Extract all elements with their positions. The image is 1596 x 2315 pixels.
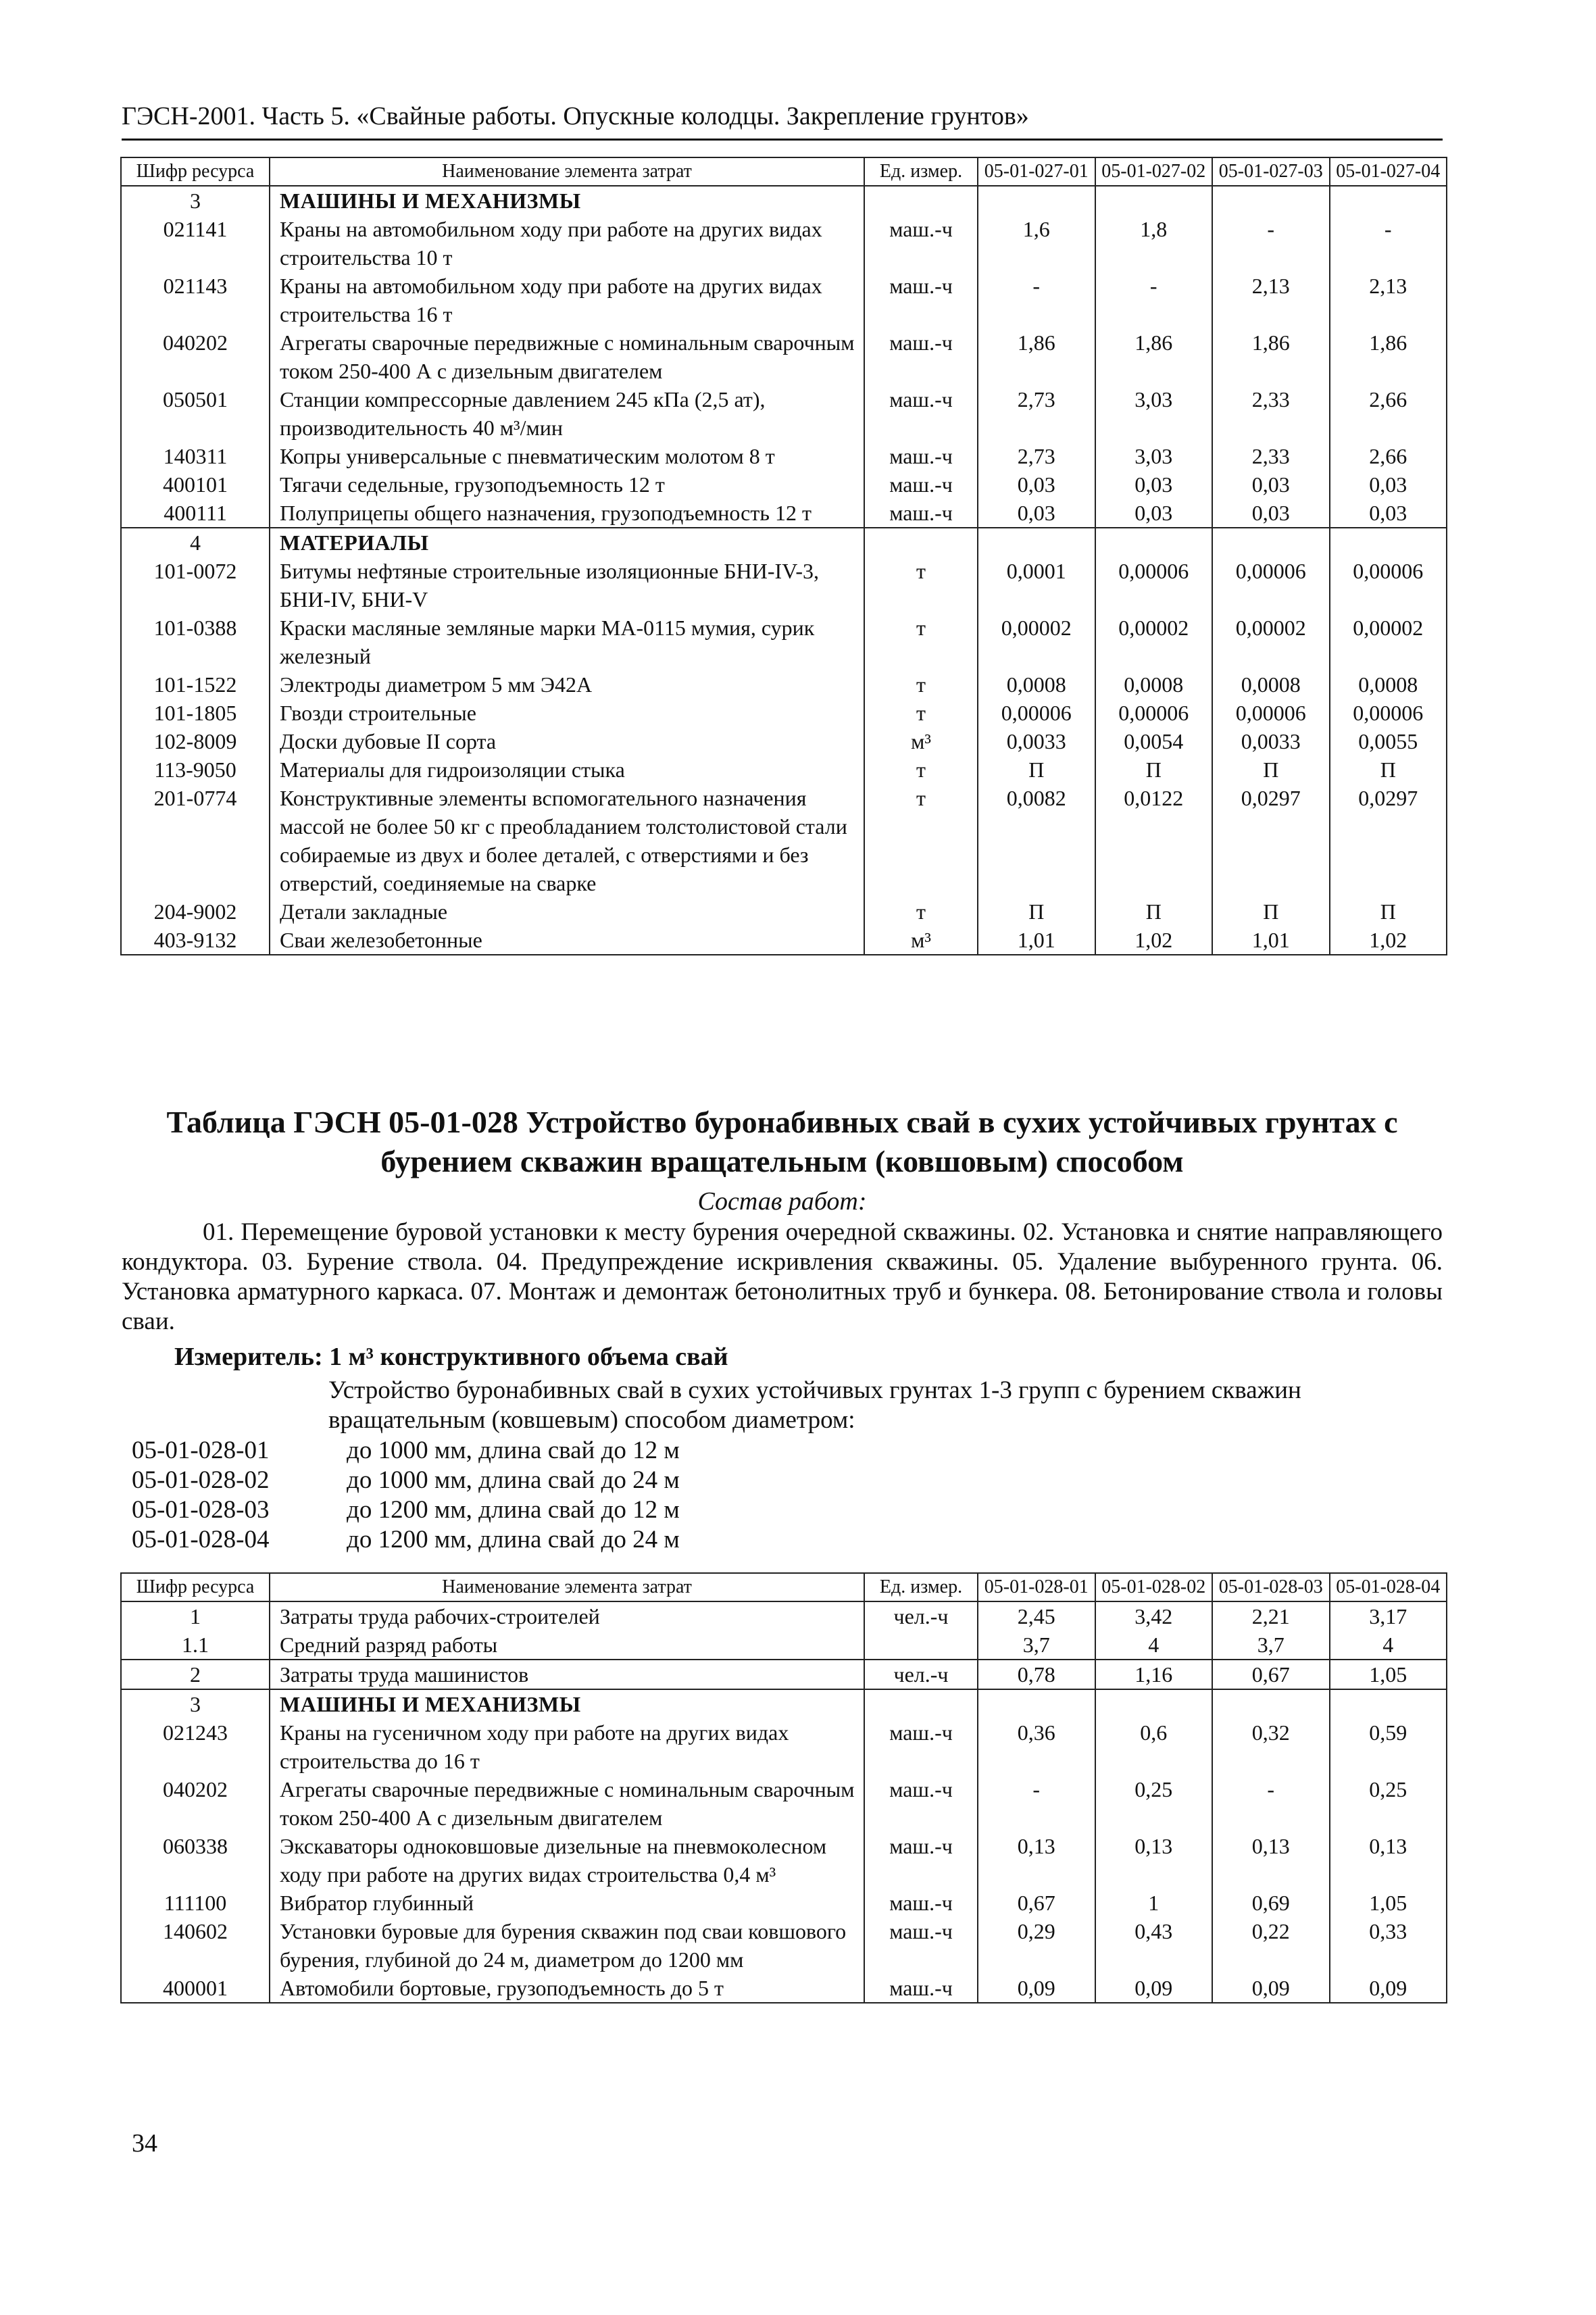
resource-value: 1 <box>1095 1889 1213 1917</box>
resource-value: 0,0033 <box>1212 727 1330 755</box>
resource-name: Краны на автомобильном ходу при работе на других видах строительства 10 т <box>270 215 864 272</box>
resource-value: 1,86 <box>978 328 1095 385</box>
section-number: 3 <box>121 186 270 215</box>
col-header-name: Наименование элемента затрат <box>270 1573 864 1601</box>
section-heading-row <box>121 186 1447 215</box>
section-heading-row <box>121 528 1447 557</box>
table-row <box>121 272 1447 328</box>
resource-unit <box>864 1631 978 1660</box>
table-header-row <box>121 157 1447 186</box>
resource-name: Битумы нефтяные строительные изоляционные БНИ-IV-3, БНИ-IV, БНИ-V <box>270 557 864 614</box>
table-row <box>121 1601 1447 1631</box>
resource-code: 1.1 <box>121 1631 270 1660</box>
resource-value: 0,13 <box>1095 1832 1213 1889</box>
resource-value: 0,43 <box>1095 1917 1213 1974</box>
resource-value: П <box>1212 755 1330 784</box>
resource-unit: маш.-ч <box>864 215 978 272</box>
resource-unit: маш.-ч <box>864 385 978 442</box>
table-row <box>121 1718 1447 1775</box>
resource-value: 0,0001 <box>978 557 1095 614</box>
table-row <box>121 1832 1447 1889</box>
resource-unit: маш.-ч <box>864 442 978 470</box>
resource-value: 1,01 <box>978 926 1095 955</box>
table-row <box>121 328 1447 385</box>
resource-code: 201-0774 <box>121 784 270 897</box>
table-row <box>121 1917 1447 1974</box>
resource-value: 0,09 <box>1212 1974 1330 2003</box>
col-header-variant: 05-01-027-03 <box>1212 157 1330 186</box>
section-title-line: Таблица ГЭСН 05-01-028 Устройство буронабивных свай в сухих устойчивых грунтах с <box>166 1105 1398 1139</box>
section-title-line: бурением скважин вращательным (ковшовым) способом <box>380 1144 1184 1178</box>
table-row <box>121 470 1447 499</box>
resource-code: 113-9050 <box>121 755 270 784</box>
resource-code: 101-1805 <box>121 699 270 727</box>
resource-name: Краны на автомобильном ходу при работе на других видах строительства 16 т <box>270 272 864 328</box>
variant-code: 05-01-028-04 <box>132 1526 270 1553</box>
col-header-name: Наименование элемента затрат <box>270 157 864 186</box>
section-title: МАШИНЫ И МЕХАНИЗМЫ <box>270 1689 864 1718</box>
table-row <box>121 926 1447 955</box>
resource-value: 0,00002 <box>1212 614 1330 670</box>
resource-code: 040202 <box>121 1775 270 1832</box>
resource-value: 0,0008 <box>978 670 1095 699</box>
resource-unit: маш.-ч <box>864 272 978 328</box>
resource-value: - <box>1095 272 1213 328</box>
resource-value: 0,0297 <box>1212 784 1330 897</box>
resource-code: 060338 <box>121 1832 270 1889</box>
variant-code: 05-01-028-03 <box>132 1496 270 1524</box>
col-header-variant: 05-01-028-04 <box>1330 1573 1447 1601</box>
resource-value: 0,03 <box>1095 470 1213 499</box>
resource-value: 1,86 <box>1212 328 1330 385</box>
resource-name: Агрегаты сварочные передвижные с номинальным сварочным током 250-400 А с дизельным двигателем <box>270 328 864 385</box>
resource-value: 2,73 <box>978 385 1095 442</box>
resource-value: 1,86 <box>1330 328 1447 385</box>
section-number: 3 <box>121 1689 270 1718</box>
resource-code: 2 <box>121 1660 270 1689</box>
variant-code: 05-01-028-02 <box>132 1466 270 1494</box>
resource-value: 0,09 <box>1095 1974 1213 2003</box>
resource-value: 0,00002 <box>1095 614 1213 670</box>
resource-code: 400111 <box>121 499 270 528</box>
table-row <box>121 1660 1447 1689</box>
resource-value: 0,00006 <box>1212 557 1330 614</box>
resource-value: 4 <box>1330 1631 1447 1660</box>
resource-value: 0,25 <box>1095 1775 1213 1832</box>
resource-code: 400101 <box>121 470 270 499</box>
resource-name: Краски масляные земляные марки МА-0115 мумия, сурик железный <box>270 614 864 670</box>
resource-value: 0,0008 <box>1330 670 1447 699</box>
col-header-unit: Ед. измер. <box>864 1573 978 1601</box>
cost-table-028 <box>120 1572 1447 2003</box>
resource-name: Агрегаты сварочные передвижные с номинальным сварочным током 250-400 А с дизельным двигателем <box>270 1775 864 1832</box>
resource-code: 400001 <box>121 1974 270 2003</box>
resource-name: Автомобили бортовые, грузоподъемность до 5 т <box>270 1974 864 2003</box>
resource-value: 0,0008 <box>1095 670 1213 699</box>
variant-text: до 1200 мм, длина свай до 12 м <box>347 1496 680 1524</box>
resource-name: Сваи железобетонные <box>270 926 864 955</box>
variant-code: 05-01-028-01 <box>132 1437 270 1464</box>
resource-value: 0,59 <box>1330 1718 1447 1775</box>
resource-value: 0,03 <box>978 499 1095 528</box>
resource-value: 0,13 <box>978 1832 1095 1889</box>
resource-value: 2,66 <box>1330 385 1447 442</box>
resource-unit: т <box>864 614 978 670</box>
meter-line: Измеритель: 1 м³ конструктивного объема свай <box>174 1343 728 1371</box>
resource-value: 1,02 <box>1330 926 1447 955</box>
variant-line <box>132 1466 680 1495</box>
resource-code: 204-9002 <box>121 897 270 926</box>
col-header-variant: 05-01-027-04 <box>1330 157 1447 186</box>
resource-value: 0,03 <box>1212 499 1330 528</box>
resource-code: 1 <box>121 1601 270 1631</box>
resource-value: 1,02 <box>1095 926 1213 955</box>
resource-value: 0,0122 <box>1095 784 1213 897</box>
table-row <box>121 670 1447 699</box>
resource-unit: т <box>864 557 978 614</box>
resource-code: 021141 <box>121 215 270 272</box>
resource-value: 3,7 <box>978 1631 1095 1660</box>
resource-value: - <box>1212 215 1330 272</box>
composition-text: 01. Перемещение буровой установки к месту бурения очередной скважины. 02. Установка и снятие направляющего кондуктора. 03. Бурение ствола. 04. Предупреждение искривления скважины. 05. Удаление выбуренного грунта. 06. Установка арматурного каркаса. 07. Монтаж и демонтаж бетонолитных труб и бункера. 08. Бетонирование ствола и головы сваи. <box>122 1218 1443 1335</box>
variants-intro: Устройство буронабивных свай в сухих устойчивых грунтах 1-3 групп с бурением скважин вращательным (ковшевым) способом диаметром: <box>328 1376 1301 1434</box>
resource-value: 0,0054 <box>1095 727 1213 755</box>
resource-unit: маш.-ч <box>864 1889 978 1917</box>
resource-name: Копры универсальные с пневматическим молотом 8 т <box>270 442 864 470</box>
resource-value: - <box>1330 215 1447 272</box>
resource-value: П <box>1330 897 1447 926</box>
resource-name: Средний разряд работы <box>270 1631 864 1660</box>
resource-unit: маш.-ч <box>864 1718 978 1775</box>
resource-value: 0,36 <box>978 1718 1095 1775</box>
resource-value: 1,05 <box>1330 1660 1447 1689</box>
resource-code: 111100 <box>121 1889 270 1917</box>
resource-code: 403-9132 <box>121 926 270 955</box>
resource-value: 0,67 <box>1212 1660 1330 1689</box>
resource-value: 2,33 <box>1212 385 1330 442</box>
table-row <box>121 499 1447 528</box>
resource-unit: чел.-ч <box>864 1660 978 1689</box>
variant-text: до 1000 мм, длина свай до 24 м <box>347 1466 680 1494</box>
resource-value: П <box>1212 897 1330 926</box>
resource-value: 1,86 <box>1095 328 1213 385</box>
resource-unit: маш.-ч <box>864 499 978 528</box>
resource-value: 0,13 <box>1212 1832 1330 1889</box>
resource-name: Станции компрессорные давлением 245 кПа (2,5 ат), производительность 40 м³/мин <box>270 385 864 442</box>
resource-code: 050501 <box>121 385 270 442</box>
resource-value: 0,00002 <box>978 614 1095 670</box>
resource-name: Гвозди строительные <box>270 699 864 727</box>
resource-value: 0,6 <box>1095 1718 1213 1775</box>
resource-code: 021243 <box>121 1718 270 1775</box>
running-header: ГЭСН-2001. Часть 5. «Свайные работы. Опускные колодцы. Закрепление грунтов» <box>122 102 1029 130</box>
resource-value: 0,00006 <box>1330 557 1447 614</box>
resource-value: 0,25 <box>1330 1775 1447 1832</box>
resource-value: 3,03 <box>1095 442 1213 470</box>
resource-value: - <box>978 272 1095 328</box>
table-header-row <box>121 1573 1447 1601</box>
table-row <box>121 897 1447 926</box>
resource-value: 0,0033 <box>978 727 1095 755</box>
col-header-variant: 05-01-028-02 <box>1095 1573 1213 1601</box>
variant-text: до 1200 мм, длина свай до 24 м <box>347 1526 680 1553</box>
resource-unit: м³ <box>864 926 978 955</box>
resource-name: Тягачи седельные, грузоподъемность 12 т <box>270 470 864 499</box>
resource-value: 2,33 <box>1212 442 1330 470</box>
col-header-variant: 05-01-028-03 <box>1212 1573 1330 1601</box>
resource-value: 0,03 <box>1330 470 1447 499</box>
cost-table-027 <box>120 157 1447 955</box>
resource-unit: маш.-ч <box>864 1917 978 1974</box>
resource-unit: м³ <box>864 727 978 755</box>
resource-name: Затраты труда рабочих-строителей <box>270 1601 864 1631</box>
variant-text: до 1000 мм, длина свай до 12 м <box>347 1437 680 1464</box>
resource-value: П <box>978 755 1095 784</box>
composition-caption: Состав работ: <box>697 1187 867 1216</box>
resource-code: 040202 <box>121 328 270 385</box>
resource-unit: чел.-ч <box>864 1601 978 1631</box>
resource-value: 0,03 <box>1330 499 1447 528</box>
resource-code: 140602 <box>121 1917 270 1974</box>
resource-value: 0,00006 <box>1330 699 1447 727</box>
col-header-variant: 05-01-027-02 <box>1095 157 1213 186</box>
resource-value: П <box>1095 897 1213 926</box>
resource-code: 021143 <box>121 272 270 328</box>
resource-value: 0,00006 <box>1212 699 1330 727</box>
resource-name: Материалы для гидроизоляции стыка <box>270 755 864 784</box>
resource-value: - <box>1212 1775 1330 1832</box>
resource-value: 0,03 <box>978 470 1095 499</box>
resource-value: П <box>978 897 1095 926</box>
resource-value: 1,01 <box>1212 926 1330 955</box>
resource-value: 0,03 <box>1095 499 1213 528</box>
col-header-unit: Ед. измер. <box>864 157 978 186</box>
variant-line <box>132 1436 680 1466</box>
variant-line <box>132 1525 680 1555</box>
table-row <box>121 1974 1447 2003</box>
resource-name: Конструктивные элементы вспомогательного назначения массой не более 50 кг с преобладанием толстолистовой стали собираемые из двух и более деталей, с отверстиями и без отверстий, соединяемые на сварке <box>270 784 864 897</box>
resource-value: 0,69 <box>1212 1889 1330 1917</box>
resource-value: 0,13 <box>1330 1832 1447 1889</box>
resource-value: 4 <box>1095 1631 1213 1660</box>
resource-value: 0,33 <box>1330 1917 1447 1974</box>
resource-name: Краны на гусеничном ходу при работе на других видах строительства до 16 т <box>270 1718 864 1775</box>
col-header-code: Шифр ресурса <box>121 157 270 186</box>
resource-unit: маш.-ч <box>864 1832 978 1889</box>
resource-value: 1,16 <box>1095 1660 1213 1689</box>
resource-name: Детали закладные <box>270 897 864 926</box>
resource-unit: т <box>864 784 978 897</box>
section-title: МАТЕРИАЛЫ <box>270 528 864 557</box>
resource-unit: маш.-ч <box>864 1775 978 1832</box>
resource-value: 0,32 <box>1212 1718 1330 1775</box>
resource-value: 2,45 <box>978 1601 1095 1631</box>
resource-unit: маш.-ч <box>864 1974 978 2003</box>
resource-name: Доски дубовые II сорта <box>270 727 864 755</box>
resource-value: 2,21 <box>1212 1601 1330 1631</box>
table-row <box>121 215 1447 272</box>
resource-value: 0,09 <box>1330 1974 1447 2003</box>
resource-name: Затраты труда машинистов <box>270 1660 864 1689</box>
resource-value: 0,67 <box>978 1889 1095 1917</box>
resource-value: 0,09 <box>978 1974 1095 2003</box>
resource-value: 0,00002 <box>1330 614 1447 670</box>
resource-value: 1,05 <box>1330 1889 1447 1917</box>
resource-value: 0,22 <box>1212 1917 1330 1974</box>
resource-value: П <box>1095 755 1213 784</box>
resource-name: Вибратор глубинный <box>270 1889 864 1917</box>
resource-unit: маш.-ч <box>864 470 978 499</box>
resource-unit: т <box>864 755 978 784</box>
resource-value: 2,13 <box>1212 272 1330 328</box>
resource-value: 0,00006 <box>978 699 1095 727</box>
table-row <box>121 755 1447 784</box>
table-row <box>121 699 1447 727</box>
page-number: 34 <box>132 2129 157 2158</box>
table-row <box>121 1889 1447 1917</box>
resource-value: 0,29 <box>978 1917 1095 1974</box>
resource-value: 0,00006 <box>1095 699 1213 727</box>
resource-value: 0,0297 <box>1330 784 1447 897</box>
resource-unit: т <box>864 699 978 727</box>
resource-value: 2,66 <box>1330 442 1447 470</box>
resource-name: Экскаваторы одноковшовые дизельные на пневмоколесном ходу при работе на других видах строительства 0,4 м³ <box>270 1832 864 1889</box>
col-header-variant: 05-01-027-01 <box>978 157 1095 186</box>
resource-value: 1,8 <box>1095 215 1213 272</box>
resource-value: 0,78 <box>978 1660 1095 1689</box>
resource-name: Установки буровые для бурения скважин под сваи ковшового бурения, глубиной до 24 м, диаметром до 1200 мм <box>270 1917 864 1974</box>
resource-value: 3,42 <box>1095 1601 1213 1631</box>
header-rule <box>122 139 1443 141</box>
section-number: 4 <box>121 528 270 557</box>
resource-name: Электроды диаметром 5 мм Э42А <box>270 670 864 699</box>
section-title: МАШИНЫ И МЕХАНИЗМЫ <box>270 186 864 215</box>
resource-value: 2,13 <box>1330 272 1447 328</box>
resource-unit: т <box>864 897 978 926</box>
col-header-code: Шифр ресурса <box>121 1573 270 1601</box>
resource-value: 3,17 <box>1330 1601 1447 1631</box>
resource-value: П <box>1330 755 1447 784</box>
table-row <box>121 727 1447 755</box>
table-row <box>121 442 1447 470</box>
resource-value: 2,73 <box>978 442 1095 470</box>
resource-value: 0,0055 <box>1330 727 1447 755</box>
resource-unit: маш.-ч <box>864 328 978 385</box>
resource-value: 3,03 <box>1095 385 1213 442</box>
resource-unit: т <box>864 670 978 699</box>
resource-code: 101-0072 <box>121 557 270 614</box>
col-header-variant: 05-01-028-01 <box>978 1573 1095 1601</box>
table-row <box>121 385 1447 442</box>
section-heading-row <box>121 1689 1447 1718</box>
resource-value: - <box>978 1775 1095 1832</box>
resource-value: 0,00006 <box>1095 557 1213 614</box>
table-row <box>121 784 1447 897</box>
table-row <box>121 1775 1447 1832</box>
resource-value: 0,0008 <box>1212 670 1330 699</box>
table-section-title <box>122 1103 1443 1181</box>
table-row <box>121 1631 1447 1660</box>
resource-value: 1,6 <box>978 215 1095 272</box>
resource-code: 140311 <box>121 442 270 470</box>
resource-value: 0,0082 <box>978 784 1095 897</box>
resource-code: 101-0388 <box>121 614 270 670</box>
resource-code: 101-1522 <box>121 670 270 699</box>
resource-value: 0,03 <box>1212 470 1330 499</box>
resource-value: 3,7 <box>1212 1631 1330 1660</box>
resource-name: Полуприцепы общего назначения, грузоподъемность 12 т <box>270 499 864 528</box>
table-row <box>121 614 1447 670</box>
variant-line <box>132 1495 680 1525</box>
table-row <box>121 557 1447 614</box>
resource-code: 102-8009 <box>121 727 270 755</box>
